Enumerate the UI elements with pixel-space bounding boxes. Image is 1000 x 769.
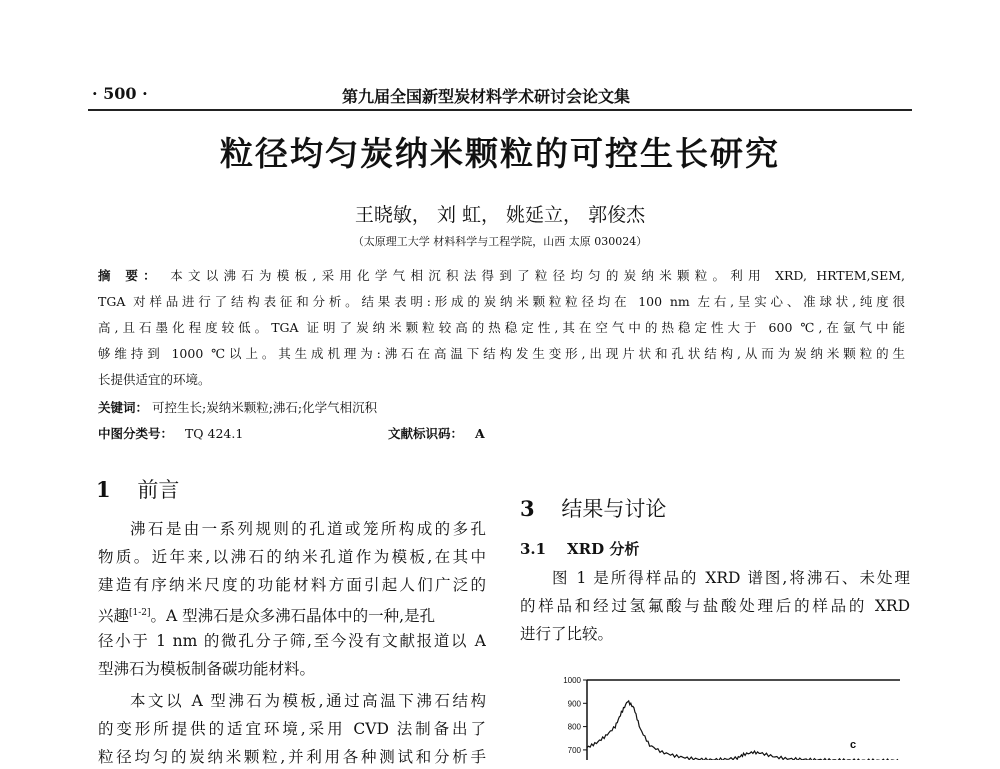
abstract-line: TGA 对样品进行了结构表征和分析。结果表明:形成的炭纳米颗粒粒径均在 100 nm 左右,呈实心、准球状,纯度很 [98,294,905,309]
body-line: 径小于 1 nm 的微孔分子筛,至今没有文献报道以 A [98,632,486,650]
body-line: 的样品和经过氢氟酸与盐酸处理后的样品的 XRD [520,597,910,615]
body-line: 沸石是由一系列规则的孔道或笼所构成的多孔 [130,520,486,538]
abstract-line: 长提供适宜的环境。 [98,372,211,387]
paper-title: 粒径均匀炭纳米颗粒的可控生长研究 [220,134,780,173]
citation: [1-2] [129,608,151,618]
abstract-line [98,266,905,286]
subsection-3-1-heading: 3.1 XRD 分析 [520,540,640,558]
abstract-text: 本文以沸石为模板,采用化学气相沉积法得到了粒径均匀的炭纳米颗粒。利用 XRD, HRTEM,SEM, [170,268,905,283]
body-line: 物质。近年来,以沸石的纳米孔道作为模板,在其中 [98,548,486,566]
body-line: 进行了比较。 [520,625,614,643]
doc-code-label: 文献标识码： [388,426,464,441]
affiliation: （太原理工大学 材料科学与工程学院，山西 太原 030024） [352,235,648,248]
abstract-label: 摘 要： [98,268,161,283]
classification [98,424,905,444]
y-tick-label: 900 [567,699,581,709]
keywords [98,398,905,418]
doc-code [388,424,485,444]
xrd-series-c [587,701,898,760]
body-line: 的变形所提供的适宜环境,采用 CVD 法制备出了 [98,720,486,738]
body-line: 型沸石为模板制备碳功能材料。 [98,660,316,678]
clc-label: 中图分类号： [98,426,174,441]
header-rule [88,109,912,111]
y-tick-label: 800 [567,722,581,732]
doc-code-value: A [474,426,485,441]
abstract-line: 够维持到 1000 ℃以上。其生成机理为:沸石在高温下结构发生变形,出现片状和孔状结构,从而为炭纳米颗粒的生 [98,346,905,361]
body-line: 图 1 是所得样品的 XRD 谱图,将沸石、未处理 [552,569,910,587]
section-1-heading: 1 前言 [96,477,180,502]
page-number: · 500 · [92,84,148,103]
clc-value: TQ 424.1 [184,426,244,441]
series-label: c [850,738,857,751]
body-line: 建造有序纳米尺度的功能材料方面引起人们广泛的 [98,576,486,594]
authors: 王晓敏， 刘 虹， 姚延立， 郭俊杰 [354,204,646,226]
abstract-line: 高,且石墨化程度较低。TGA 证明了炭纳米颗粒较高的热稳定性,其在空气中的热稳定性大于 600 ℃,在氩气中能 [98,320,905,335]
xrd-chart [530,668,910,760]
keywords-value: 可控生长;炭纳米颗粒;沸石;化学气相沉积 [152,400,378,415]
section-3-heading: 3 结果与讨论 [520,496,667,521]
body-line: 本文以 A 型沸石为模板,通过高温下沸石结构 [130,692,486,710]
keywords-label: 关键词： [98,400,149,415]
y-tick-label: 700 [567,745,581,755]
running-header: 第九届全国新型炭材料学术研讨会论文集 [342,87,631,106]
body-line: 粒径均匀的炭纳米颗粒,并利用各种测试和分析手 [98,748,486,766]
body-line: 兴趣[1-2]。A 型沸石是众多沸石晶体中的一种,是孔 [98,607,436,626]
y-tick-label: 1000 [563,676,581,685]
